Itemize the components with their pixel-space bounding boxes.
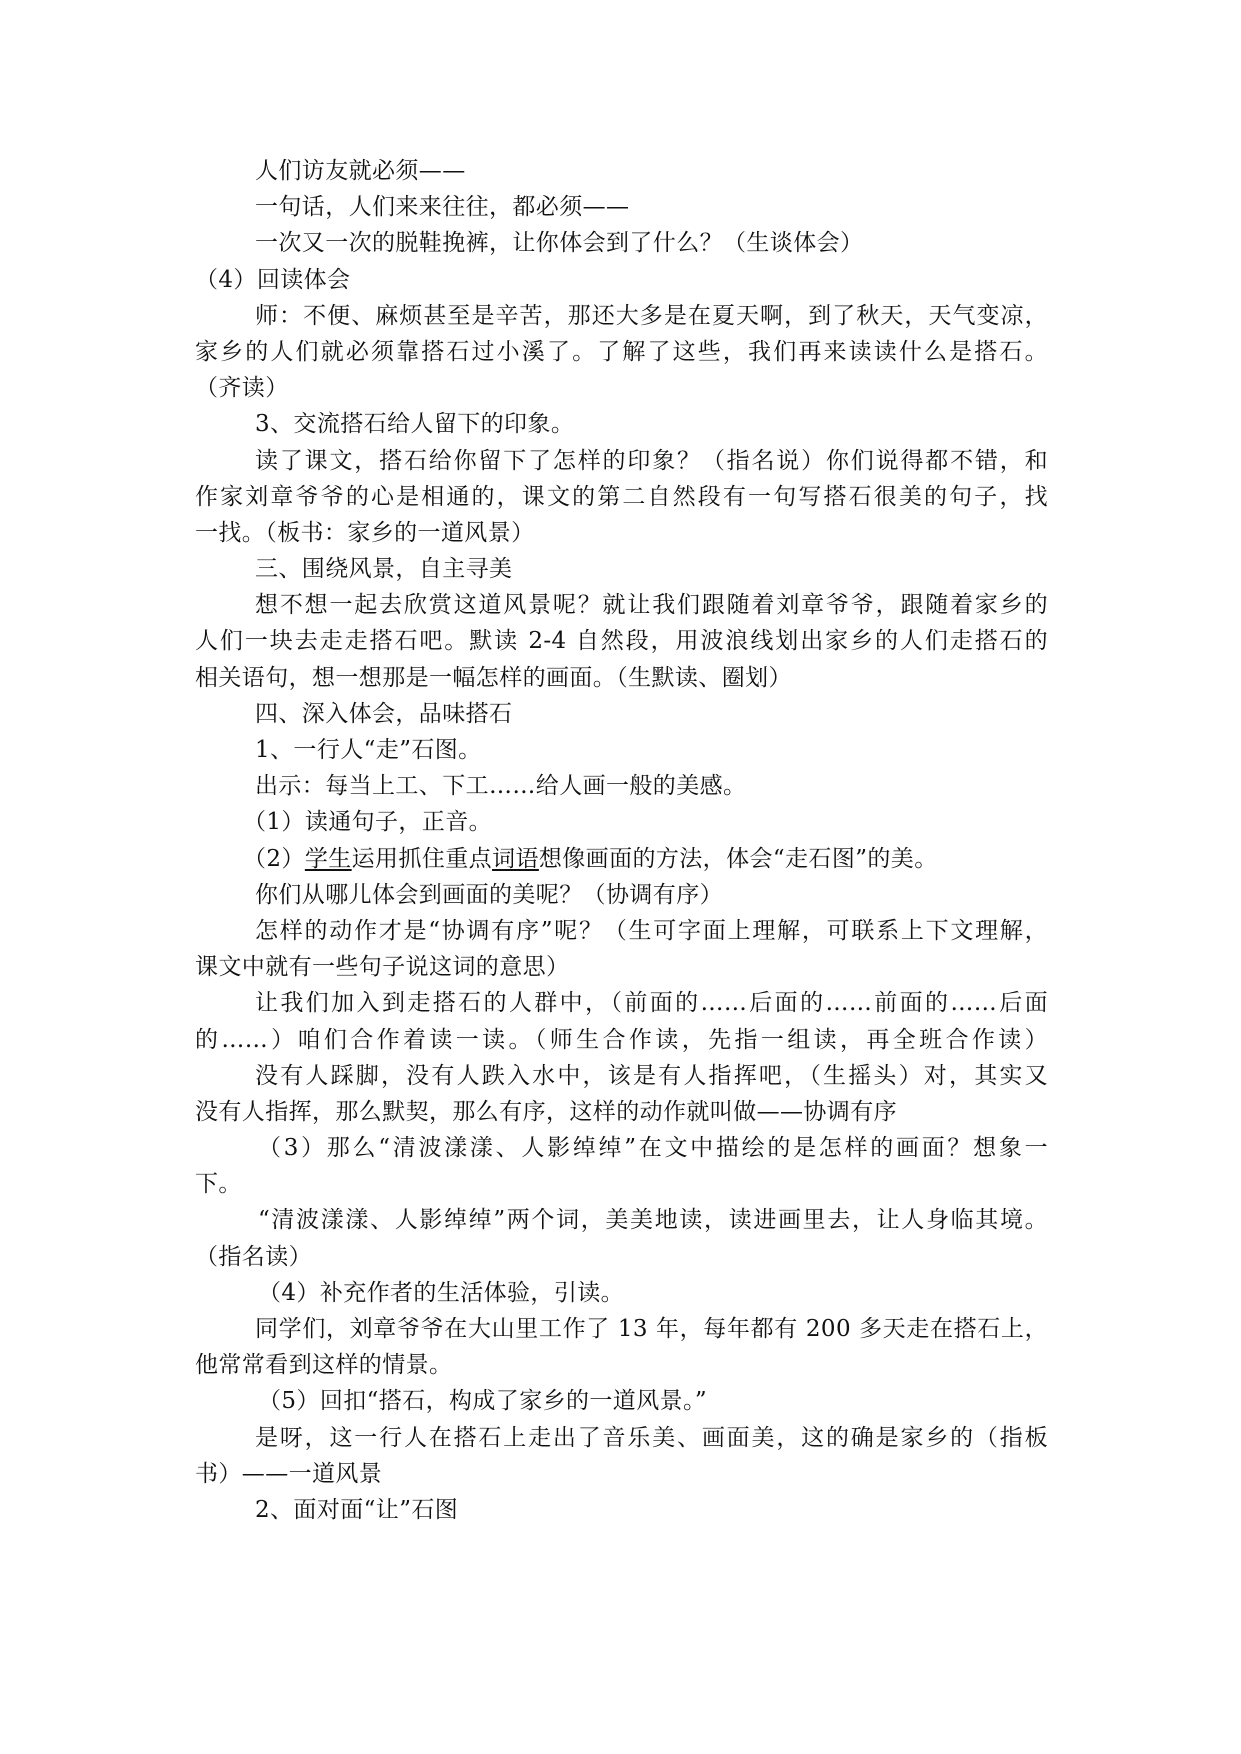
text-line: 一找。（板书：家乡的一道风景）: [195, 519, 535, 546]
section-heading: 1、一行人“走”石图。: [255, 737, 482, 763]
text-line: 师：不便、麻烦甚至是辛苦，那还大多是在夏天啊，到了秋天，天气变凉，: [255, 302, 1048, 329]
text-line: 课文中就有一些句子说这词的意思）: [195, 954, 570, 981]
text-segment: 想像画面的方法，体会“走石图”的美。: [538, 845, 938, 872]
text-line: 让我们加入到走搭石的人群中，（前面的……后面的……前面的……后面: [255, 990, 1048, 1017]
text-line: 家乡的人们就必须靠搭石过小溪了。了解了这些，我们再来读读什么是搭石。: [195, 338, 1048, 365]
text-line: （齐读）: [195, 375, 289, 402]
text-line: 书）——一道风景: [195, 1460, 383, 1487]
text-line: 读了课文，搭石给你留下了怎样的印象？（指名说）你们说得都不错，和: [255, 447, 1048, 474]
text-line: （1）读通句子，正音。: [243, 809, 493, 836]
text-line: （指名读）: [195, 1243, 312, 1270]
text-line: 怎样的动作才是“协调有序”呢？（生可字面上理解，可联系上下文理解，: [255, 917, 1048, 944]
text-line: 是呀，这一行人在搭石上走出了音乐美、画面美，这的确是家乡的（指板: [255, 1424, 1048, 1451]
text-line: “清波漾漾、人影绰绰”两个词，美美地读，读进画里去，让人身临其境。: [258, 1207, 1048, 1234]
section-heading: （4）回读体会: [195, 266, 351, 293]
text-line: 一句话，人们来来往往，都必须——: [255, 194, 630, 221]
text-line: 下。: [195, 1171, 242, 1198]
text-line: 人们访友就必须——: [255, 158, 466, 184]
text-line: 作家刘章爷爷的心是相通的，课文的第二自然段有一句写搭石很美的句子，找: [195, 483, 1048, 510]
text-line: 没有人指挥，那么默契，那么有序，这样的动作就叫做——协调有序: [195, 1098, 897, 1125]
text-line: 人们一块去走走搭石吧。默读 2-4 自然段，用波浪线划出家乡的人们走搭石的: [195, 628, 1048, 655]
text-segment: （2）: [243, 845, 305, 872]
section-heading: 2、面对面“让”石图: [255, 1496, 459, 1523]
text-line: 相关语句，想一想那是一幅怎样的画面。（生默读、圈划）: [195, 664, 792, 691]
text-line: 出示：每当上工、下工……给人画一般的美感。: [255, 773, 747, 800]
text-line: （3）那么“清波漾漾、人影绰绰”在文中描绘的是怎样的画面？想象一: [258, 1135, 1048, 1162]
text-line: （4）补充作者的生活体验，引读。: [258, 1279, 625, 1306]
text-line: （5）回扣“搭石，构成了家乡的一道风景。”: [258, 1388, 708, 1415]
document-body: [195, 153, 1048, 1528]
text-line: 没有人踩脚，没有人跌入水中，该是有人指挥吧，（生摇头）对，其实又: [255, 1062, 1048, 1089]
section-heading: 三、围绕风景，自主寻美: [255, 556, 513, 583]
section-heading: 四、深入体会，品味搭石: [255, 700, 513, 727]
section-heading: 3、交流搭石给人留下的印象。: [255, 411, 575, 438]
underlined-word: 词语: [492, 845, 539, 872]
text-segment: 运用抓住重点: [351, 845, 493, 872]
text-line: 同学们，刘章爷爷在大山里工作了 13 年，每年都有 200 多天走在搭石上，: [255, 1316, 1048, 1342]
text-line: 一次又一次的脱鞋挽裤，让你体会到了什么？（生谈体会）: [255, 230, 864, 257]
text-line: 想不想一起去欣赏这道风景呢？就让我们跟随着刘章爷爷，跟随着家乡的: [255, 592, 1048, 619]
text-line: 的……）咱们合作着读一读。（师生合作读，先指一组读，再全班合作读）: [195, 1026, 1048, 1053]
underlined-word: 学生: [304, 845, 352, 872]
text-line-with-underlines: [195, 841, 1048, 877]
text-line: 他常常看到这样的情景。: [195, 1352, 453, 1379]
text-line: 你们从哪儿体会到画面的美呢？（协调有序）: [255, 881, 723, 908]
